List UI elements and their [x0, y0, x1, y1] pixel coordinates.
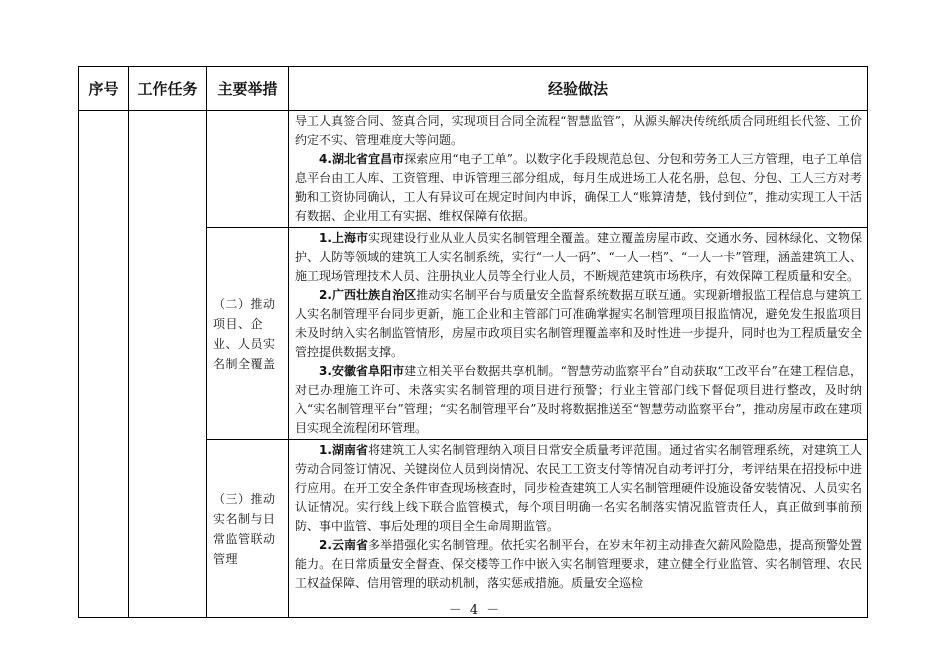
header-index: 序号: [79, 67, 129, 111]
experience-cell: [289, 440, 868, 618]
header-task: 工作任务: [129, 67, 207, 111]
header-experience: 经验做法: [289, 67, 868, 111]
measure-cell: （二）推动项目、企业、人员实名制全覆盖: [207, 228, 289, 440]
region-name: 2.广西壮族自治区: [319, 288, 417, 302]
experience-cell: [289, 111, 868, 228]
page-number: － 4 －: [448, 603, 502, 618]
index-cell: [79, 111, 129, 618]
task-cell: [129, 111, 207, 618]
measure-cell: [207, 111, 289, 228]
region-name: 1.上海市: [319, 231, 369, 245]
experience-paragraph: 1.湖南省将建筑工人实名制管理纳入项目日常安全质量考评范围。通过省实名制管理系统，对建筑工人劳动合同签订情况、关键岗位人员到岗情况、农民工工资支付等情况自动考评打分，考评结果在招投标中进行应用。在开工安全条件审查现场核查时，同步检查建筑工人实名制管理硬件设施设备安装情况、人员实名认证情况。实行线上线下联合监管模式，每个项目明确一名实名制落实情况监管责任人，真正做到事前预防、事中监管、事后处理的项目全生命周期监管。: [295, 443, 862, 533]
header-measure: 主要举措: [207, 67, 289, 111]
measure-cell: （三）推动实名制与日常监管联动管理: [207, 440, 289, 618]
experience-table: [78, 66, 868, 618]
region-name: 4.湖北省宜昌市: [319, 152, 405, 166]
experience-cell: [289, 228, 868, 440]
table-header-row: [79, 67, 868, 111]
experience-paragraph: 2.广西壮族自治区推动实名制平台与质量安全监督系统数据互联互通。实现新增报监工程信息与建筑工人实名制管理平台同步更新，施工企业和主管部门可准确掌握实名制管理项目报监情况，避免发生报监项目未及时纳入实名制监管情形，房屋市政项目实名制管理覆盖率和及时性进一步提升，同时也为工程质量安全管控提供数据支撑。: [295, 288, 862, 359]
experience-paragraph: 导工人真签合同、签真合同，实现项目合同全流程“智慧监管”，从源头解决传统纸质合同班组长代签、工价约定不实、管理难度大等问题。: [295, 114, 862, 147]
experience-paragraph: 4.湖北省宜昌市探索应用“电子工单”。以数字化手段规范总包、分包和劳务工人三方管理，电子工单信息平台由工人库、工资管理、申诉管理三部分组成，每月生成进场工人花名册，总包、分包、工人三方对考勤和工资协同确认，工人有异议可在规定时间内申诉，确保工人“账算清楚，钱付到位”，推动实现工人干活有数据、企业用工有实据、维权保障有依据。: [295, 152, 862, 223]
region-name: 3.安徽省阜阳市: [319, 364, 405, 378]
experience-paragraph: 2.云南省多举措强化实名制管理。依托实名制平台，在岁末年初主动排查欠薪风险隐患，提高预警处置能力。在日常质量安全督查、保交楼等工作中嵌入实名制管理要求，建立健全行业监管、实名制管理、农民工权益保障、信用管理的联动机制，落实惩戒措施。质量安全巡检: [295, 538, 862, 590]
region-name: 2.云南省: [319, 538, 369, 552]
region-name: 1.湖南省: [319, 443, 369, 457]
experience-paragraph: 1.上海市实现建设行业从业人员实名制管理全覆盖。建立覆盖房屋市政、交通水务、园林绿化、文物保护、人防等领域的建筑工人实名制系统，实行“一人一码”、“一人一档”、“一人一卡”管理，涵盖建筑工人、施工现场管理技术人员、注册执业人员等全行业人员，不断规范建筑市场秩序，有效保障工程质量和安全。: [295, 231, 862, 283]
table-row: [79, 111, 868, 228]
experience-paragraph: 3.安徽省阜阳市建立相关平台数据共享机制。“智慧劳动监察平台”自动获取“工改平台”在建工程信息，对已办理施工许可、未落实实名制管理的项目进行预警；行业主管部门线下督促项目进行整改，及时纳入“实名制管理平台”管理；“实名制管理平台”及时将数据推送至“智慧劳动监察平台”，推动房屋市政在建项目实现全流程闭环管理。: [295, 364, 862, 435]
